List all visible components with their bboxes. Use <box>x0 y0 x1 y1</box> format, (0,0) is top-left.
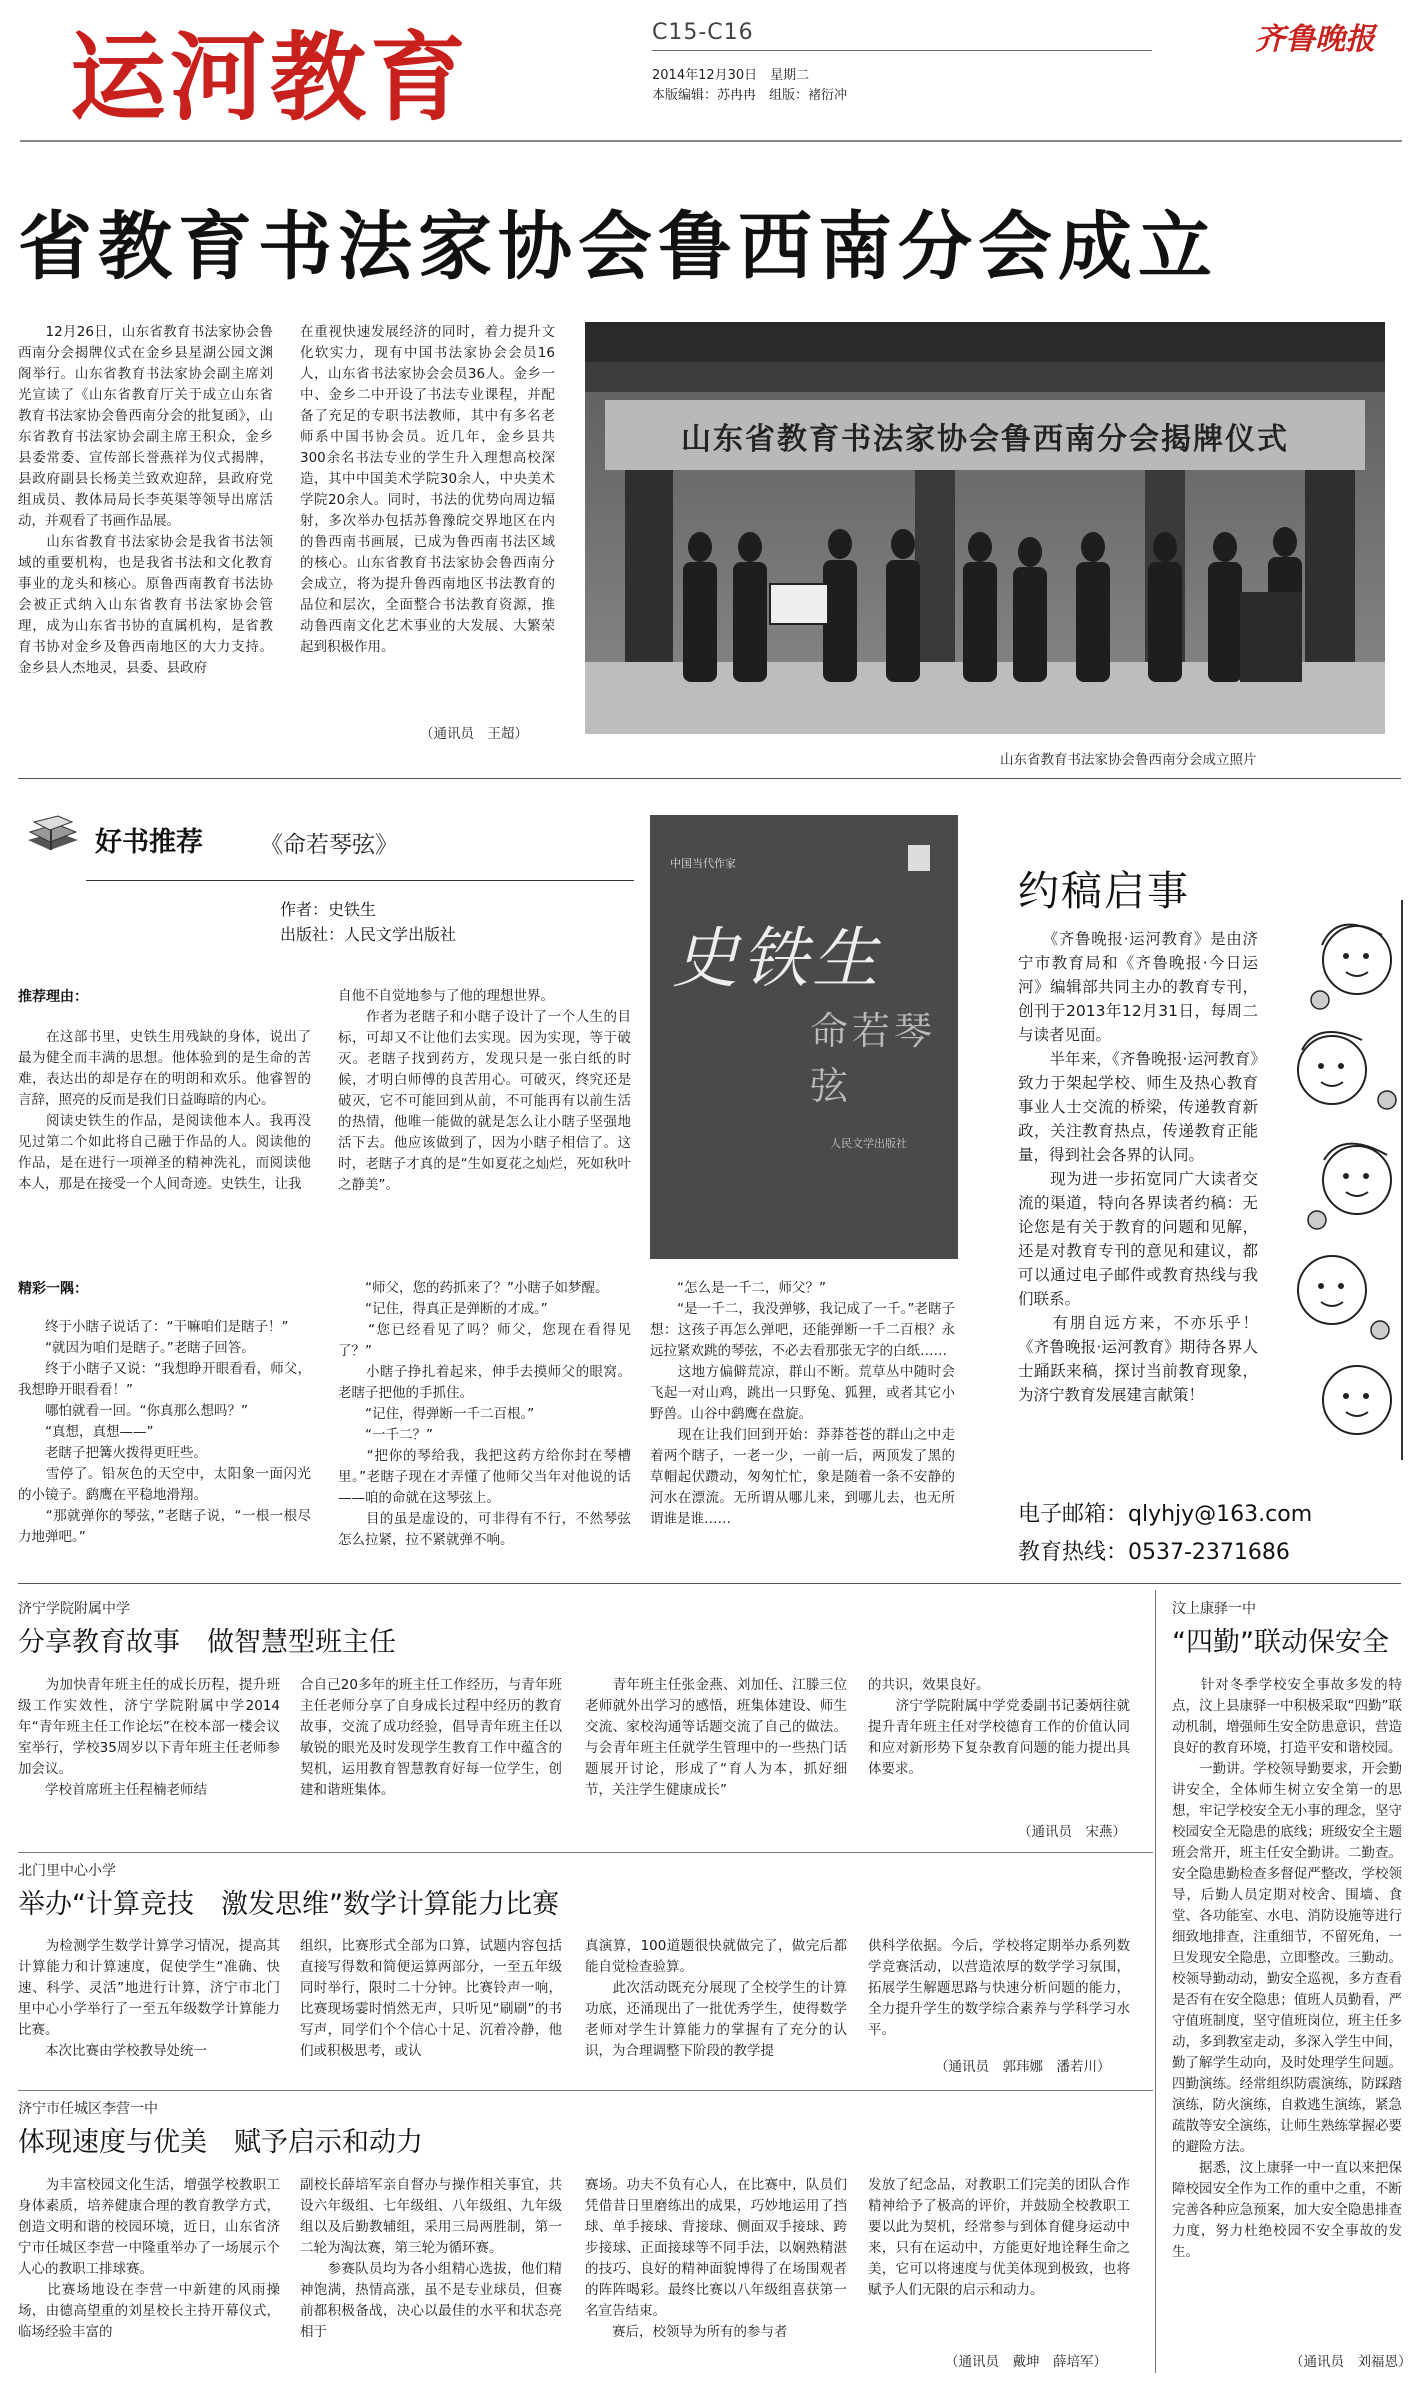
excerpt-col1: 终于小瞎子说话了：“干嘛咱们是瞎子！” “就因为咱们是瞎子。”老瞎子回答。 终于小瞎子又说：“我想睁开眼看看，师父，我想睁开眼看看！” 哪怕就看一回。“你真那么想吗？” “真想，真想——” 老瞎子把篝火拨得更旺些。 雪停了。铅灰色的天空中，太阳象一面闪光的小镜子。鹞鹰在平稳地滑翔。 “那就弹你的琴弦，”老瞎子说，“一根一根尽力地弹吧。” <box>18 1319 311 1545</box>
story1-col3: 青年班主任张金燕、刘加任、江滕三位老师就外出学习的感悟，班集体建设、师生交流、家校沟通等话题交流了自己的做法。与会青年班主任就学生管理中的一些热门话题展开讨论，形成了“育人为本，抓好细节，关注学生健康成长” <box>585 1677 847 1798</box>
reason-col1: 在这部书里，史铁生用残缺的身体，说出了最为健全而丰满的思想。他体验到的是生命的苦难，表达出的却是存在的明朗和欢乐。他睿智的言辞，照亮的反而是我们日益晦暗的内心。 阅读史铁生的作品，是阅读他本人。我再没见过第二个如此将自己融于作品的人。阅读他的作品，是在进行一项禅圣的精神洗礼，而阅读他本人，那是在接受一个人间奇迹。史铁生，让我 <box>18 1029 311 1192</box>
story1-bottom-rule <box>18 1852 1153 1853</box>
story3-col1: 为丰富校园文化生活，增强学校教职工身体素质，培养健康合理的教育教学方式，创造文明和谐的校园环境，近日，山东省济宁市任城区李营一中隆重举办了一场展示个人心的教职工排球赛。 比赛场地设在李营一中新建的风雨操场，由德高望重的刘星校长主持开幕仪式，临场经验丰富的 <box>18 2177 280 2340</box>
lead-credit: （通讯员 王超） <box>420 726 528 742</box>
book-badge: 好书推荐 <box>95 827 203 858</box>
lead-photo <box>585 322 1385 734</box>
story3-col4: 发放了纪念品，对教职工们完美的团队合作精神给予了极高的评价，并鼓励全校教职工要以此为契机，经常参与到体育健身运动中来，只有在运动中，方能更好地诠释生命之美，它可以将速度与优美体现到极致，也将赋予人们无限的启示和动力。 <box>868 2177 1130 2298</box>
story2-title: 举办“计算竞技 激发思维”数学计算能力比赛 <box>18 1889 559 1920</box>
reason-col2: 自他不自觉地参与了他的理想世界。 作者为老瞎子和小瞎子设计了一个人生的目标，可却又不让他们去实现。因为实现，等于破灭。老瞎子找到药方，发现只是一张白纸的时候，才明白师傅的良苦用心。可破灭，终究还是破灭，它不可能回到从前，不可能再有以前生活的热情，他唯一能做的就是怎么让小瞎子坚强地活下去。他应该做到了，因为小瞎子相信了。这时，老瞎子才真的是“生如夏花之灿烂，死如秋叶之静美”。 <box>338 988 631 1193</box>
story2-credit: （通讯员 郭玮娜 潘若川） <box>935 2059 1111 2075</box>
story3-col3: 赛场。功夫不负有心人，在比赛中，队员们凭借昔日里磨练出的成果，巧妙地运用了挡球、单手接球、背接球、侧面双手接球、跨步接球、正面接球等不同手法，以娴熟精湛的技巧、良好的精神面貌博得了在场围观者的阵阵喝彩。最终比赛以八年级组喜获第一名宣告结束。 赛后，校领导为所有的参与者 <box>585 2177 847 2340</box>
excerpt-label: 精彩一隅： <box>18 1281 88 1297</box>
photo-banner-text: 山东省教育书法家协会鲁西南分会揭牌仪式 <box>681 422 1289 457</box>
cover-publisher: 人民文学出版社 <box>830 1137 907 1150</box>
masthead-title: 运河教育 <box>70 22 470 134</box>
story1-col1: 为加快青年班主任的成长历程，提升班级工作实效性，济宁学院附属中学2014年“青年班主任工作论坛”在校本部一楼会议室举行，学校35周岁以下青年班主任老师参加会议。 学校首席班主任程楠老师结 <box>18 1677 280 1798</box>
masthead <box>0 0 1417 150</box>
story2-bottom-rule <box>18 2090 1153 2091</box>
book-icon <box>22 810 82 858</box>
side-body: 针对冬季学校安全事故多发的特点，汶上县康驿一中积极采取“四勤”联动机制，增强师生安全防患意识，营造良好的教育环境，打造平安和谐校园。 一勤讲。学校领导勤要求，开会勤讲安全，全体师生树立安全第一的思想，牢记学校安全无小事的理念，坚守校园安全无隐患的底线；班级安全主题班会常开，班主任安全勤讲。二勤查。安全隐患勤检查多督促严整改，学校领导，后勤人员定期对校舍、围墙、食堂、各功能室、水电、消防设施等进行细致地排查，注重细节，不留死角，一旦发现安全隐患，立即整改。三勤动。校领导勤动动，勤安全巡视，多方查看是否有在安全隐患；值班人员勤看，严守值班制度，坚守值班岗位，班主任多动，多到教室走动，多深入学生中间，勤了解学生动向，及时处理学生问题。四勤演练。经常组织防震演练，防踩踏演练，防火演练，自救逃生演练，紧急疏散等安全演练，让师生熟练掌握必要的避险方法。 据悉，汶上康驿一中一直以来把保障校园安全作为工作的重中之重，不断完善各种应急预案，加大安全隐患排查力度，努力杜绝校园不安全事故的发生。 <box>1172 1677 1402 2260</box>
ceremony-photo-illustration <box>585 322 1385 734</box>
masthead-rule <box>20 140 1402 142</box>
story3-credit: （通讯员 戴坤 薛培军） <box>945 2354 1107 2370</box>
book-publisher: 出版社：人民文学出版社 <box>280 925 457 944</box>
story1-credit: （通讯员 宋燕） <box>1018 1824 1126 1840</box>
story2-col3: 真演算，100道题很快就做完了，做完后都能自觉检查验算。 此次活动既充分展现了全校学生的计算功底，还涌现出了一批优秀学生，使得数学老师对学生计算能力的掌握有了充分的认识，为合理调整下阶段的教学提 <box>585 1938 847 2059</box>
book-author: 作者：史铁生 <box>280 900 377 919</box>
date-line: 2014年12月30日 星期二 <box>652 68 810 83</box>
story1-col4: 的共识，效果良好。 济宁学院附属中学党委副书记萎炳往就提升青年班主任对学校德育工作的价值认同和应对新形势下复杂教育问题的能力提出具体要求。 <box>868 1677 1130 1777</box>
side-kicker: 汶上康驿一中 <box>1172 1601 1256 1617</box>
story3-kicker: 济宁市任城区李营一中 <box>18 2101 158 2117</box>
story1-title: 分享教育故事 做智慧型班主任 <box>18 1627 396 1658</box>
page-numbers: C15-C16 <box>652 20 754 45</box>
cover-series: 中国当代作家 <box>670 857 736 870</box>
cover-author: 史铁生 <box>672 920 882 997</box>
lead-col1: 12月26日，山东省教育书法家协会鲁西南分会揭牌仪式在金乡县星湖公园文渊阁举行。山东省教育书法家协会副主席刘光宣读了《山东省教育厅关于成立山东省教育书法家协会鲁西南分会的批复函》，山东省教育书法家协会副主席王积众，金乡县委常委、宣传部长誉燕祥为仪式揭牌，县政府副县长杨美兰致欢迎辞，县政府党组成员、教体局局长李英渠等领导出席活动，并观看了书画作品展。 山东省教育书法家协会是我省书法领域的重要机构，也是我省书法和文化教育事业的龙头和核心。原鲁西南教育书法协会被正式纳入山东省教育书法家协会管理，成为山东省书协的直属机构，是省教育书协对金乡及鲁西南地区的大力支持。金乡县人杰地灵，县委、县政府 <box>18 324 273 676</box>
masthead-rule-short <box>652 50 1152 51</box>
newspaper-logo: 齐鲁晚报 <box>1255 22 1375 57</box>
story1-col2: 合自己20多年的班主任工作经历，与青年班主任老师分享了自身成长过程中经历的教育故事，交流了成功经验，倡导青年班主任以敏锐的眼光及时发现学生教育工作中蕴含的契机，运用教育智慧教育好每一位学生，创建和谐班集体。 <box>300 1677 562 1798</box>
side-credit: （通讯员 刘福恩） <box>1290 2354 1412 2370</box>
lead-bottom-rule <box>18 778 1401 779</box>
lead-headline: 省教育书法家协会鲁西南分会成立 <box>18 204 1218 290</box>
notice-title: 约稿启事 <box>1018 867 1190 915</box>
story2-col4: 供科学依据。今后，学校将定期举办系列数学竞赛活动，以营造浓厚的数学学习氛围，拓展学生解题思路与快速分析问题的能力，全力提升学生的数学综合素养与学科学习水平。 <box>868 1938 1130 2038</box>
notice-email: 电子邮箱：qlyhjy@163.com <box>1018 1502 1313 1527</box>
book-header-rule <box>86 880 634 881</box>
story2-col2: 组织，比赛形式全部为口算，试题内容包括直接写得数和简便运算两部分，一至五年级同时举行，限时二十分钟。比赛铃声一响，比赛现场霎时悄然无声，只听见“刷刷”的书写声，同学们个个信心十足、沉着冷静，他们或积极思考，或认 <box>300 1938 562 2059</box>
editor-line: 本版编辑：苏冉冉 组版：褚衍冲 <box>652 88 848 103</box>
photo-caption: 山东省教育书法家协会鲁西南分会成立照片 <box>1000 752 1257 768</box>
cartoon-children-illustration <box>1262 900 1412 1460</box>
story2-col1: 为检测学生数学计算学习情况，提高其计算能力和计算速度，促使学生“准确、快速、科学、灵活”地进行计算，济宁市北门里中心小学举行了一至五年级数学计算能力比赛。 本次比赛由学校教导处统一 <box>18 1938 280 2059</box>
story1-kicker: 济宁学院附属中学 <box>18 1601 130 1617</box>
side-divider <box>1155 1590 1156 2373</box>
notice-body: 《齐鲁晚报·运河教育》是由济宁市教育局和《齐鲁晚报·今日运河》编辑部共同主办的教育专刊，创刊于2013年12月31日，每周二与读者见面。 半年来，《齐鲁晚报·运河教育》致力于架起学校、师生及热心教育事业人士交流的桥梁，传递教育新政，关注教育热点，传递教育正能量，得到社会各界的认同。 现为进一步拓宽同广大读者交流的渠道，特向各界读者约稿：无论您是有关于教育的问题和见解，还是对教育专刊的意见和建议，都可以通过电子邮件或教育热线与我们联系。 有朋自远方来，不亦乐乎！《齐鲁晚报·运河教育》期待各界人士踊跃来稿，探讨当前教育现象，为济宁教育发展建言献策！ <box>1018 930 1258 1404</box>
book-bottom-rule <box>18 1583 1401 1584</box>
book-cover <box>650 815 958 1259</box>
excerpt-col3: “怎么是一千二，师父？” “是一千二，我没弹够，我记成了一千。”老瞎子想：这孩子再怎么弹吧，还能弹断一千二百根？永远拉紧欢跳的琴弦，不必去看那张无字的白纸…… 这地方偏僻荒凉，群山不断。荒草丛中随时会飞起一对山鸡，跳出一只野兔、狐狸，或者其它小野兽。山谷中鹞鹰在盘旋。 现在让我们回到开始：莽莽苍苍的群山之中走着两个瞎子，一老一少，一前一后，两顶发了黑的草帽起伏躜动，匆匆忙忙，象是随着一条不安静的河水在漂流。无所谓从哪儿来，到哪儿去，也无所谓谁是谁…… <box>650 1280 955 1527</box>
cover-logo-icon <box>908 845 930 871</box>
story2-kicker: 北门里中心小学 <box>18 1863 116 1879</box>
book-title: 《命若琴弦》 <box>260 832 398 858</box>
cover-title: 命若琴弦 <box>810 1009 937 1108</box>
reason-label: 推荐理由： <box>18 989 88 1005</box>
notice-hotline: 教育热线：0537-2371686 <box>1018 1540 1290 1565</box>
side-title: “四勤”联动保安全 <box>1172 1627 1389 1658</box>
story3-col2: 副校长薛培军亲自督办与操作相关事宜，共设六年级组、七年级组、八年级组、九年级组以及后勤教辅组，采用三局两胜制，第一二轮为淘汰赛，第三轮为循环赛。 参赛队员均为各小组精心选拔，他们精神饱满，热情高涨，虽不是专业球员，但赛前都积极备战，决心以最佳的水平和状态亮相于 <box>300 2177 562 2340</box>
excerpt-col2: “师父，您的药抓来了？”小瞎子如梦醒。 “记住，得真正是弹断的才成。” “您已经看见了吗？师父，您现在看得见了？” 小瞎子挣扎着起来，伸手去摸师父的眼窝。老瞎子把他的手抓住。 “记住，得弹断一千二百根。” “一千二？” “把你的琴给我，我把这药方给你封在琴槽里。”老瞎子现在才弄懂了他师父当年对他说的话——咱的命就在这琴弦上。 目的虽是虚设的，可非得有不行，不然琴弦怎么拉紧，拉不紧就弹不响。 <box>338 1280 631 1548</box>
lead-col2: 在重视快速发展经济的同时，着力提升文化软实力，现有中国书法家协会会员16人，山东省书法家协会会员36人。金乡一中、金乡二中开设了书法专业课程，并配备了充足的专职书法教师，其中有多名老师系中国书协会员。近几年，金乡县共300余名书法专业的学生升入理想高校深造，其中中国美术学院30余人，中央美术学院20余人。同时，书法的优势向周边辐射，多次举办包括苏鲁豫皖交界地区在内的鲁西南书画展，已成为鲁西南书法区域的核心。山东省教育书法家协会鲁西南分会成立，将为提升鲁西南地区书法教育的品位和层次，全面整合书法教育资源，推动鲁西南文化艺术事业的大发展、大繁荣起到积极作用。 <box>300 324 555 655</box>
story3-title: 体现速度与优美 赋予启示和动力 <box>18 2127 423 2158</box>
